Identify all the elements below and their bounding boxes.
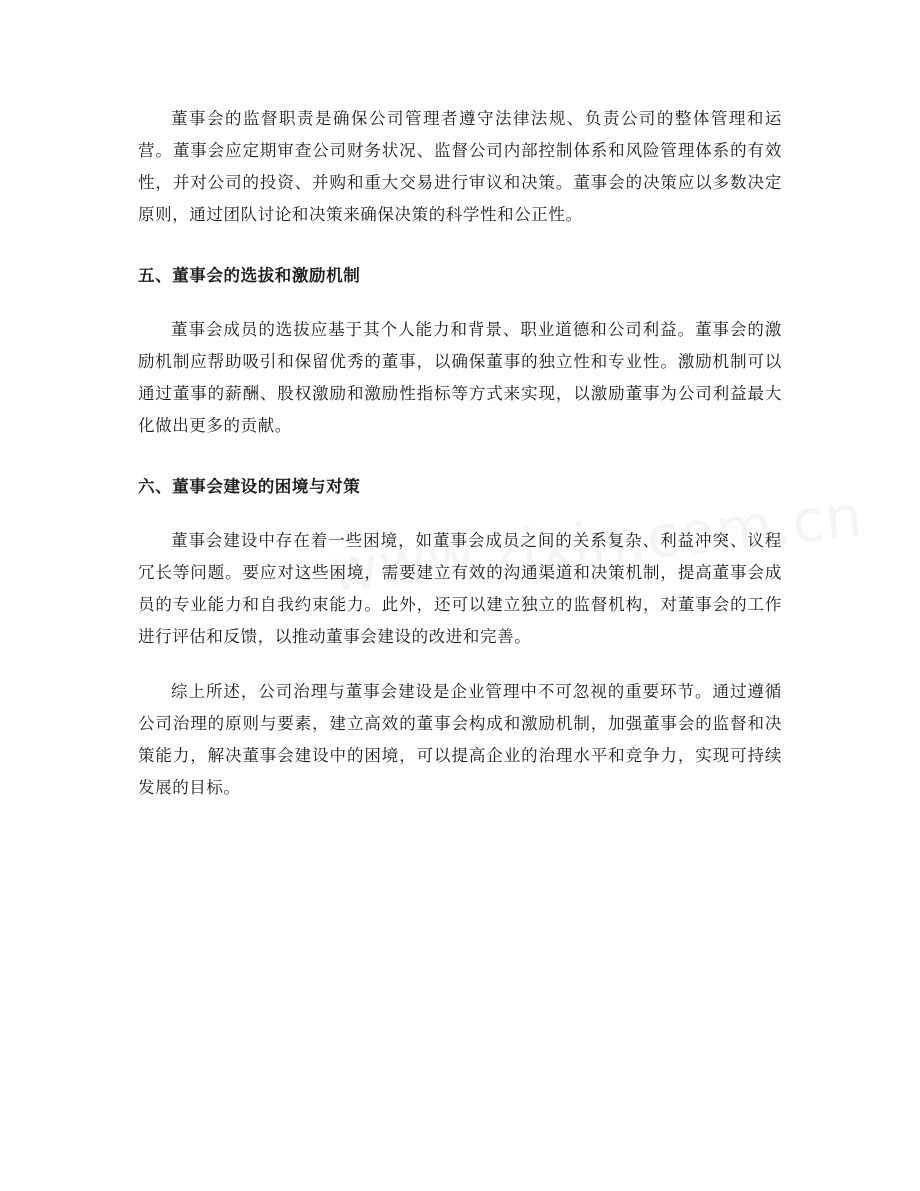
paragraph-conclusion: 综上所述，公司治理与董事会建设是企业管理中不可忽视的重要环节。通过遵循公司治理的原则与要素，建立高效的董事会构成和激励机制，加强董事会的监督和决策能力，解决董事会建设中的困境，可以提高企业的治理水平和竞争力，实现可持续发展的目标。: [138, 682, 782, 797]
paragraph-selection-incentives: 董事会成员的选拔应基于其个人能力和背景、职业道德和公司利益。董事会的激励机制应帮助吸引和保留优秀的董事，以确保董事的独立性和专业性。激励机制可以通过董事的薪酬、股权激励和激励性指标等方式来实现，以激励董事为公司利益最大化做出更多的贡献。: [138, 320, 782, 435]
section-heading-difficulties-countermeasures: 六、董事会建设的困境与对策: [138, 477, 361, 496]
paragraph-supervision-duties: 董事会的监督职责是确保公司管理者遵守法律法规、负责公司的整体管理和运营。董事会应定期审查公司财务状况、监督公司内部控制体系和风险管理体系的有效性，并对公司的投资、并购和重大交易进行审议和决策。董事会的决策应以多数决定原则，通过团队讨论和决策来确保决策的科学性和公正性。: [138, 109, 782, 224]
section-heading-selection-incentives: 五、董事会的选拔和激励机制: [138, 266, 361, 285]
document-body: [138, 103, 782, 804]
paragraph-difficulties-countermeasures: 董事会建设中存在着一些困境，如董事会成员之间的关系复杂、利益冲突、议程冗长等问题。要应对这些困境，需要建立有效的沟通渠道和决策机制，提高董事会成员的专业能力和自我约束能力。此外，还可以建立独立的监督机构，对董事会的工作进行评估和反馈，以推动董事会建设的改进和完善。: [138, 531, 782, 646]
